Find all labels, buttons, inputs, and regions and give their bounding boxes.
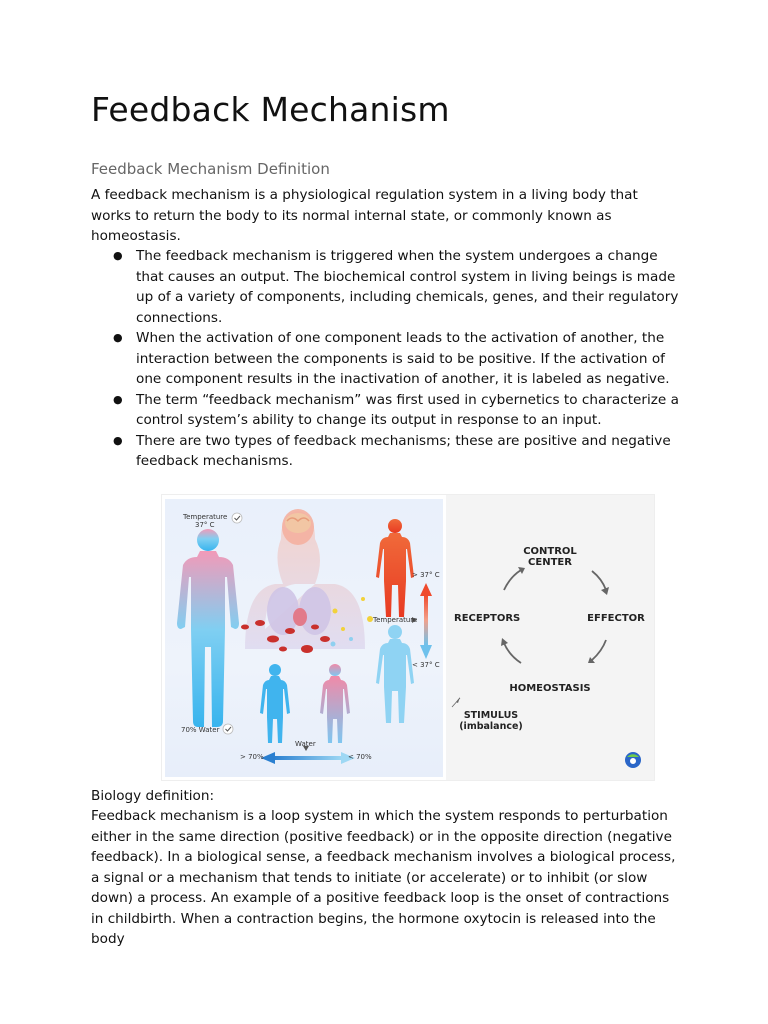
- list-item: [91, 390, 681, 431]
- homeostasis-figure: [161, 494, 655, 781]
- large-body-figure: [177, 529, 239, 727]
- stimulus-arrow-icon: [452, 697, 460, 707]
- bio-heading: Biology definition:: [91, 788, 215, 804]
- check-icon: [232, 513, 242, 523]
- water-arrow: [261, 746, 355, 764]
- cycle-arrow-icon: [504, 567, 525, 590]
- homeostasis-label: HOMEOSTASIS: [509, 683, 591, 694]
- intro-paragraph: A feedback mechanism is a physiological regulation system in a living body that works to return the body to its normal internal state, or commonly known as homeostasis.: [91, 187, 638, 244]
- bio-paragraph: Feedback mechanism is a loop system in which the system responds to perturbation either in the same direction (positive feedback) or in the opposite direction (negative feedback). In a biological sense, a feedback mechanism involves a biological process, a signal or a mechanism that tends to initiate (or accelerate) or to inhibit (or slow down) a process. An example of a positive feedback loop is the onset of contractions in childbirth. When a contraction begins, the hormone oxytocin is released into the body: [91, 808, 676, 947]
- bullet-text: There are two types of feedback mechanisms; these are positive and negative feedback mechanisms.: [136, 432, 671, 469]
- temp-low-label: < 37° C: [412, 661, 440, 669]
- water-label: 70% Water: [181, 726, 220, 734]
- bullet-text: The term “feedback mechanism” was first used in cybernetics to characterize a control system’s ability to change its output in response to an input.: [136, 391, 679, 428]
- bullet-list: [91, 246, 681, 472]
- temp-scale-label: Temperature: [373, 616, 418, 624]
- bullet-dot: ●: [113, 392, 123, 406]
- stimulus-sub-label: (imbalance): [459, 721, 523, 732]
- torso-organs: [245, 509, 365, 649]
- cycle-arrow-icon: [501, 638, 521, 663]
- cycle-arrow-icon: [592, 571, 609, 595]
- water-high-label: > 70%: [240, 753, 264, 761]
- bullet-text: The feedback mechanism is triggered when the system undergoes a change that causes an output. The biochemical control system in living beings is made up of a variety of components, including chemicals, genes, and their regulatory connections.: [136, 248, 679, 326]
- body-illustration: [165, 499, 443, 777]
- stimulus-label: STIMULUS: [463, 710, 519, 721]
- bullet-dot: ●: [113, 433, 123, 447]
- small-blue-figure: [260, 664, 290, 743]
- water-low-label: < 70%: [348, 753, 372, 761]
- receptors-label: RECEPTORS: [454, 613, 521, 624]
- cool-body-figure: [376, 625, 414, 723]
- cycle-arrow-icon: [588, 640, 606, 663]
- bullet-dot: ●: [113, 249, 123, 262]
- feedback-cycle-panel: [446, 495, 654, 780]
- check-icon: [223, 724, 233, 734]
- temperature-value: 37° C: [195, 521, 215, 529]
- effector-label: EFFECTOR: [587, 613, 645, 624]
- list-item: [91, 431, 681, 472]
- bullet-dot: ●: [113, 331, 123, 344]
- bullet-text: When the activation of one component leads to the activation of another, the interaction between the components is said to be positive. If the activation of one component results in the inactivation of another, it is labeled as negative.: [136, 330, 670, 387]
- body-illustration-panel: [165, 499, 443, 777]
- control-center-label: CONTROL CENTER: [523, 546, 577, 568]
- water-scale-label: Water: [295, 740, 316, 748]
- list-item: [91, 246, 681, 328]
- temp-high-label: > 37° C: [412, 571, 440, 579]
- logo-icon: [625, 752, 641, 768]
- small-pink-figure: [320, 664, 350, 743]
- page-title: Feedback Mechanism: [91, 90, 450, 129]
- list-item: [91, 328, 681, 390]
- feedback-cycle-diagram: [446, 495, 654, 780]
- temperature-label: Temperature: [183, 513, 228, 521]
- section-heading: Feedback Mechanism Definition: [91, 160, 330, 178]
- warm-body-figure: [376, 519, 414, 617]
